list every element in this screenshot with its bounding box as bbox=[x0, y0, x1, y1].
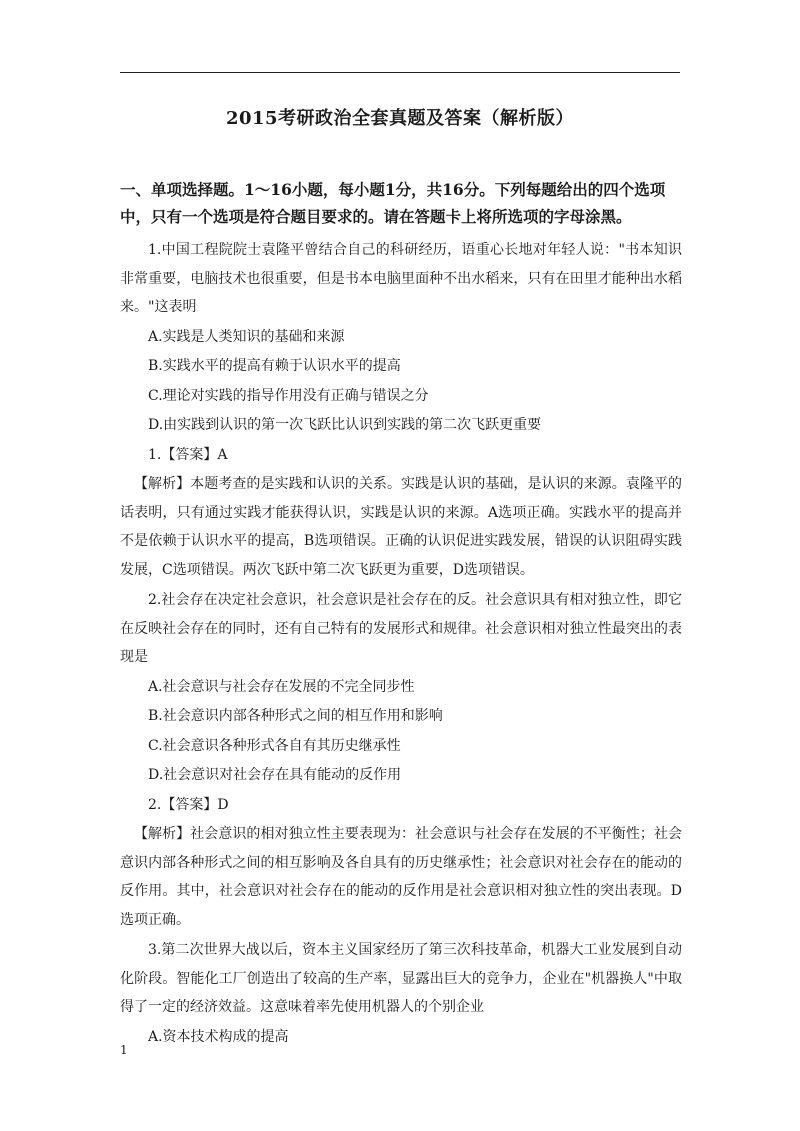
header-rule bbox=[120, 72, 680, 73]
question-2-option-b: B.社会意识内部各种形式之间的相互作用和影响 bbox=[148, 708, 443, 724]
question-2-answer: 2.【答案】D bbox=[148, 796, 229, 813]
question-2-option-c: C.社会意识各种形式各自有其历史继承性 bbox=[148, 737, 401, 754]
question-1-option-c: C.理论对实践的指导作用没有正确与错误之分 bbox=[148, 387, 429, 404]
document-title: 2015考研政治全套真题及答案（解析版） bbox=[225, 108, 575, 129]
section-heading: 一、单项选择题。1～16小题，每小题1分，共16分。下列每题给出的四个选项中，只有一个选项是符合题目要求的。请在答题卡上将所选项的字母涂黑。 bbox=[120, 180, 666, 226]
question-1-option-b: B.实践水平的提高有赖于认识水平的提高 bbox=[148, 358, 401, 374]
question-2-stem: 2.社会存在决定社会意识，社会意识是社会存在的反。社会意识具有相对独立性，即它在反映社会存在的同时，还有自己特有的发展形式和规律。社会意识相对独立性最突出的表现是 bbox=[120, 592, 682, 665]
page-number: 1 bbox=[120, 1043, 128, 1057]
question-1-option-d: D.由实践到认识的第一次飞跃比认识到实践的第二次飞跃更重要 bbox=[148, 417, 542, 433]
question-1-stem: 1.中国工程院院士袁隆平曾结合自己的科研经历，语重心长地对年轻人说："书本知识非常重要，电脑技术也很重要，但是书本电脑里面种不出水稻来，只有在田里才能种出水稻来。"这表明 bbox=[120, 242, 682, 315]
question-2-option-a: A.社会意识与社会存在发展的不完全同步性 bbox=[148, 678, 415, 695]
document-body bbox=[120, 176, 682, 1051]
question-3-option-a: A.资本技术构成的提高 bbox=[148, 1028, 289, 1045]
question-2-analysis: 【解析】社会意识的相对独立性主要表现为：社会意识与社会存在发展的不平衡性；社会意识内部各种形式之间的相互影响及各自具有的历史继承性；社会意识对社会存在的能动的反作用。其中，社会意识对社会存在的能动的反作用是社会意识相对独立性的突出表现。D选项正确。 bbox=[120, 826, 682, 928]
question-1-analysis: 【解析】本题考查的是实践和认识的关系。实践是认识的基础，是认识的来源。袁隆平的话表明，只有通过实践才能获得认识，实践是认识的来源。A选项正确。实践水平的提高并不是依赖于认识水平的提高，B选项错误。正确的认识促进实践发展，错误的认识阻碍实践发展，C选项错误。两次飞跃中第二次飞跃更为重要，D选项错误。 bbox=[120, 476, 682, 578]
question-3-stem: 3.第二次世界大战以后，资本主义国家经历了第三次科技革命，机器大工业发展到自动化阶段。智能化工厂创造出了较高的生产率，显露出巨大的竞争力，企业在"机器换人"中取得了一定的经济效益。这意味着率先使用机器人的个别企业 bbox=[120, 942, 682, 1015]
question-2-option-d: D.社会意识对社会存在具有能动的反作用 bbox=[148, 767, 402, 783]
question-1-answer: 1.【答案】A bbox=[148, 446, 228, 463]
question-1-option-a: A.实践是人类知识的基础和来源 bbox=[148, 328, 345, 345]
